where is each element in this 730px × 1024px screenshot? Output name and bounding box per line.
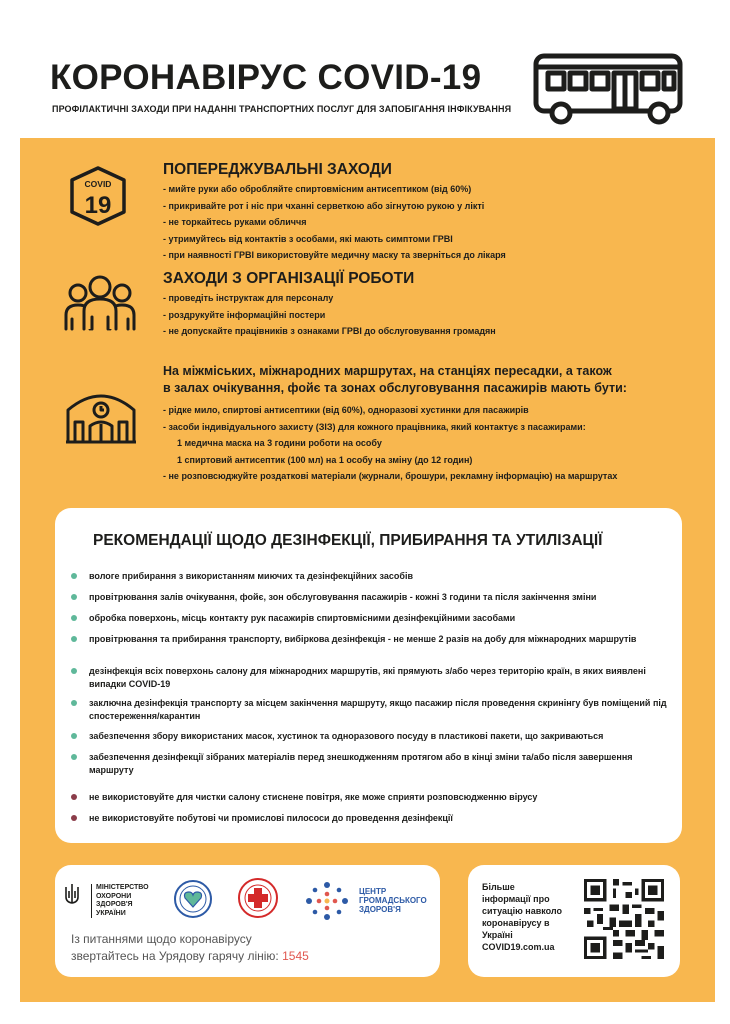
more-info-card [468, 865, 680, 977]
list-item: вологе прибирання з використанням миючих та дезінфекційних засобів [71, 570, 671, 583]
public-health-center-logo [305, 881, 349, 921]
staff-people-icon [64, 273, 136, 331]
green-bullet-icon [71, 636, 77, 642]
green-bullet-icon [71, 668, 77, 674]
green-bullet-icon [71, 615, 77, 621]
list-item: - прикривайте рот і ніс при чханні серветкою або зігнутою рукою у лікті [163, 200, 485, 211]
list-item: не використовуйте побутові чи промислові пилососи до проведення дезінфекції [71, 812, 671, 825]
organization-title: ЗАХОДИ З ОРГАНІЗАЦІЇ РОБОТИ [163, 270, 415, 287]
covid-shield-icon [70, 166, 126, 226]
list-item: - не допускайте працівників з ознаками ГРВІ до обслуговування громадян [163, 326, 496, 336]
website-link[interactable]: COVID19.com.ua [482, 942, 555, 952]
list-item: - мийте руки або обробляйте спиртовмісним антисептиком (від 60%) [163, 184, 472, 194]
more-info-text: Більше інформації про ситуацію навколо коронавірусу в Україні COVID19.com.ua [482, 881, 582, 953]
organization-list [163, 290, 496, 340]
recommendations-card [55, 508, 682, 843]
list-item: - роздрукуйте інформаційні постери [163, 309, 326, 320]
list-item: 1 спиртовий антисептик (100 мл) на 1 особу на зміну (до 12 годин) [177, 454, 473, 465]
covid-badge-number: 19 [84, 192, 112, 219]
list-item: не використовуйте для чистки салону стиснене повітря, яке може сприяти розповсюдженню вірусу [71, 791, 671, 804]
public-health-center-text: ЦЕНТР ГРОМАДСЬКОГО ЗДОРОВ'Я [359, 887, 427, 914]
preventive-title: ПОПЕРЕДЖУВАЛЬНІ ЗАХОДИ [163, 161, 392, 178]
red-bullet-icon [71, 815, 77, 821]
green-bullet-icon [71, 700, 77, 706]
green-bullet-icon [71, 573, 77, 579]
green-bullet-icon [71, 733, 77, 739]
station-building-icon [64, 386, 138, 444]
qr-code-icon[interactable] [584, 879, 664, 959]
list-item: провітрювання та прибирання транспорту, вибіркова дезінфекція - не менше 2 разів на добу для міжнародних маршрутів [71, 633, 671, 646]
list-item: - засоби індивідуального захисту (ЗІЗ) для кожного працівника, який контактує з пасажирами: [163, 421, 586, 432]
list-item: - не торкайтесь руками обличчя [163, 217, 307, 227]
hotline-number: 1545 [282, 949, 309, 963]
recommendations-title: РЕКОМЕНДАЦІЇ ЩОДО ДЕЗІНФЕКЦІЇ, ПРИБИРАННЯ ТА УТИЛІЗАЦІЇ [93, 532, 603, 549]
covid-badge-label: COVID [84, 179, 112, 189]
stations-list [163, 402, 617, 485]
list-item: забезпечення дезінфекції зібраних матеріалів перед знешкодженням протягом або в кінці зміни та/або після завершення маршруту [71, 751, 671, 777]
green-bullet-icon [71, 754, 77, 760]
trident-icon [65, 883, 79, 905]
footer-card [55, 865, 440, 977]
stations-title-line1: На міжміських, міжнародних маршрутах, на станціях пересадки, а також [163, 364, 612, 378]
green-bullet-icon [71, 594, 77, 600]
ministry-logo-text: МІНІСТЕРСТВО ОХОРОНИ ЗДОРОВ'Я УКРАЇНИ [91, 884, 149, 918]
hotline-info: Із питаннями щодо коронавірусу звертайтесь на Урядову гарячу лінію: 1545 [71, 932, 309, 963]
red-bullet-icon [71, 794, 77, 800]
red-cross-logo [237, 877, 279, 919]
list-item: провітрювання залів очікування, фойє, зон обслуговування пасажирів - кожні 3 години та після закінчення зміни [71, 591, 671, 604]
heart-emblem-logo [173, 879, 213, 919]
list-item: - не розповсюджуйте роздаткові матеріали (журнали, брошури, рекламну інформацію) на маршрутах [163, 471, 618, 481]
list-item: заключна дезінфекція транспорту за місцем закінчення маршруту, якщо пасажир після проведення скринінгу був поміщений під спостереження/карантин [71, 697, 671, 723]
stations-title-line2: в залах очікування, фойє та зонах обслуговування пасажирів мають бути: [163, 381, 627, 395]
preventive-list [163, 181, 506, 264]
list-item: забезпечення збору використаних масок, хустинок та одноразового посуду в пластикові пакети, що закриваються [71, 730, 671, 743]
list-item: дезінфекція всіх поверхонь салону для міжнародних маршрутів, які прямують з/або через територію країн, в яких виявлені випадки COVID-19 [71, 665, 671, 691]
bus-icon [533, 51, 683, 127]
list-item: обробка поверхонь, місць контакту рук пасажирів спиртовмісними дезінфекційними засобами [71, 612, 671, 625]
list-item: 1 медична маска на 3 години роботи на особу [177, 438, 382, 448]
page-title: КОРОНАВІРУС COVID-19 [50, 58, 482, 97]
list-item: - проведіть інструктаж для персоналу [163, 293, 334, 303]
list-item: - при наявності ГРВІ використовуйте медичну маску та зверніться до лікаря [163, 250, 506, 260]
page-subtitle: ПРОФІЛАКТИЧНІ ЗАХОДИ ПРИ НАДАННІ ТРАНСПОРТНИХ ПОСЛУГ ДЛЯ ЗАПОБІГАННЯ ІНФІКУВАННЯ [52, 104, 512, 114]
list-item: - рідке мило, спиртові антисептики (від 60%), одноразові хустинки для пасажирів [163, 405, 529, 415]
list-item: - утримуйтесь від контактів з особами, які мають симптоми ГРВІ [163, 233, 453, 244]
partner-logos [65, 875, 435, 927]
